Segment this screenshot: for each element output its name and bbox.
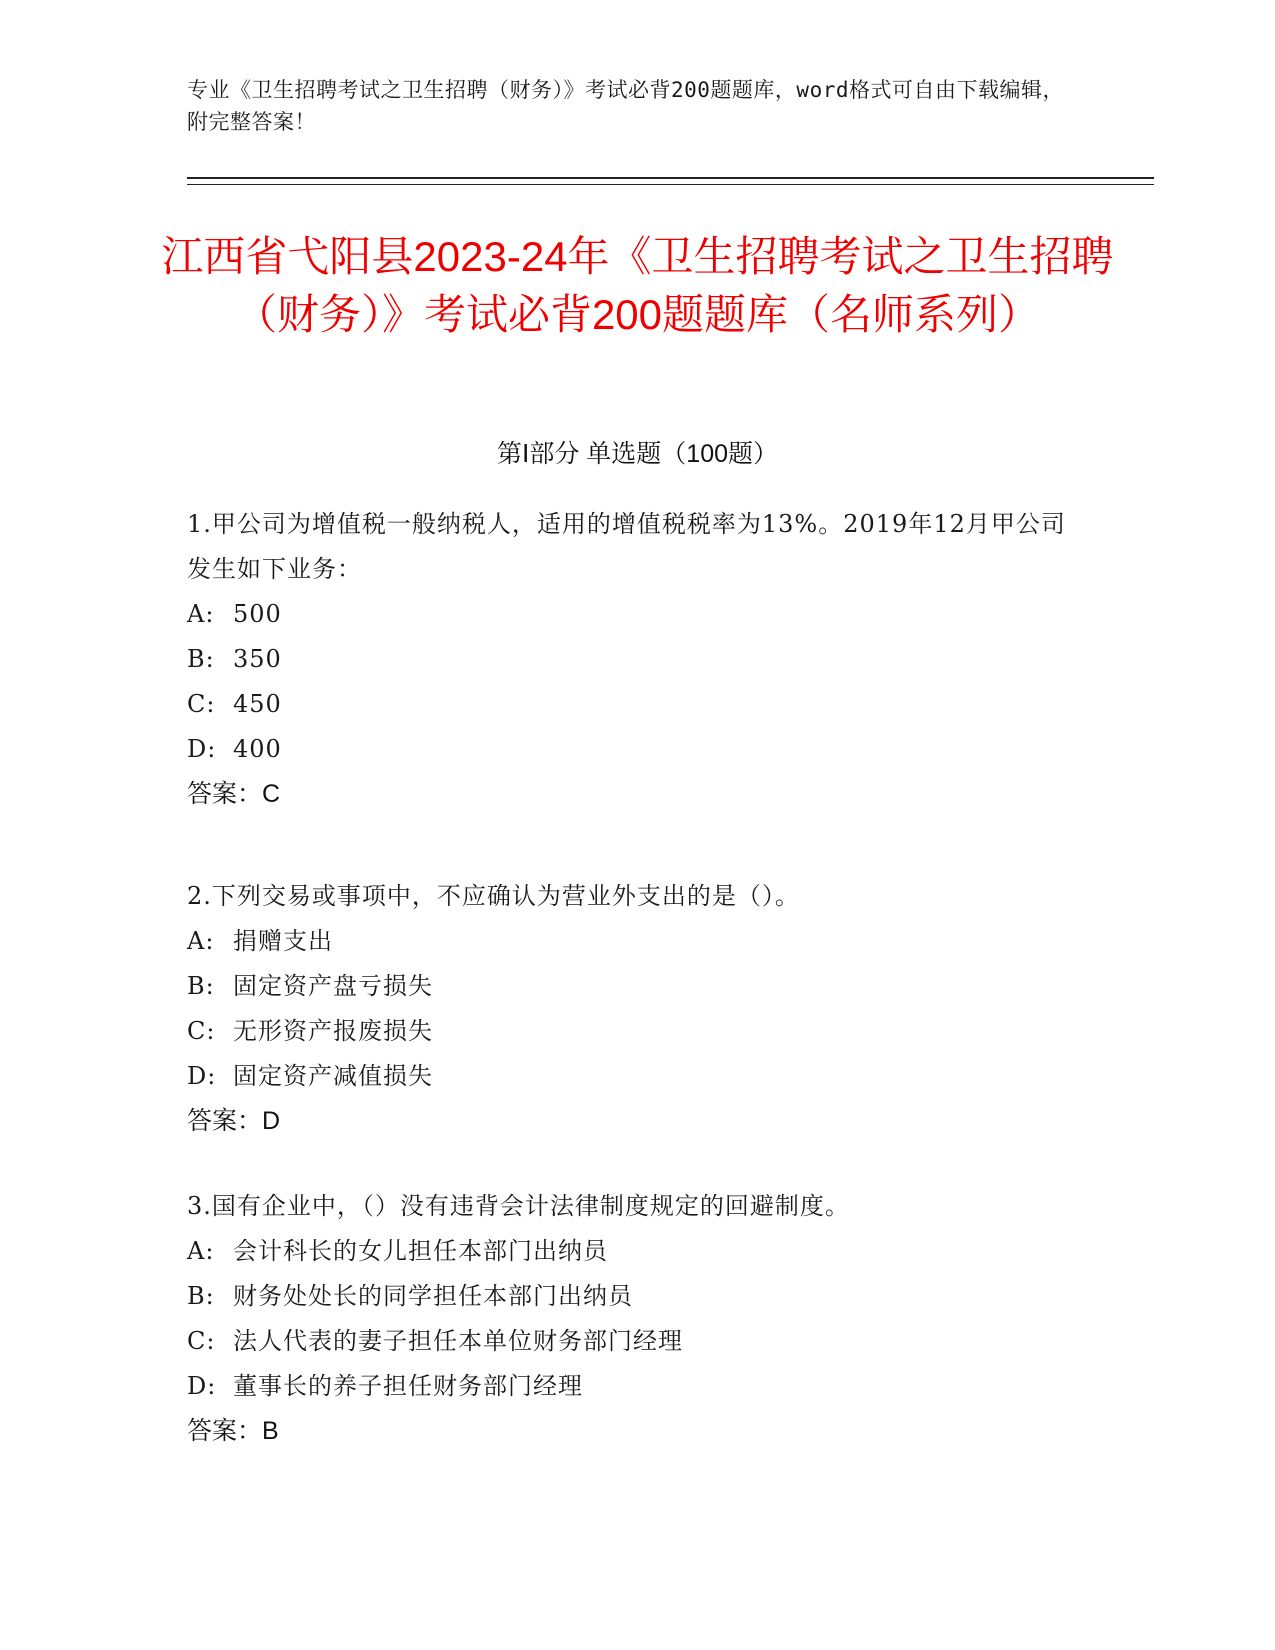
option-d [187,1364,1087,1409]
option-d [187,1054,1087,1099]
header-note: 专业《卫生招聘考试之卫生招聘（财务）》考试必背200题题库，word格式可自由下载编辑，附完整答案！ [187,78,1064,134]
option-a [187,592,1087,637]
option-a [187,1229,1087,1274]
question-3 [187,1184,1087,1454]
option-text: 捐赠支出 [233,927,333,955]
option-key: C: [187,1017,216,1045]
option-text: 500 [233,600,282,628]
header-divider-thin [187,184,1154,185]
option-key: B: [187,645,215,673]
option-b [187,964,1087,1009]
option-b [187,1274,1087,1319]
option-key: D: [187,1062,217,1090]
option-c [187,1319,1087,1364]
document-title: 江西省弋阳县2023-24年《卫生招聘考试之卫生招聘（财务）》考试必背200题题库（名师系列） [161,233,1114,338]
option-text: 董事长的养子担任财务部门经理 [233,1372,583,1400]
option-text: 财务处处长的同学担任本部门出纳员 [233,1282,633,1310]
question-stem: 3.国有企业中，（）没有违背会计法律制度规定的回避制度。 [187,1192,850,1220]
option-text: 450 [233,690,282,718]
option-c [187,1009,1087,1054]
option-text: 会计科长的女儿担任本部门出纳员 [233,1237,608,1265]
section-title: 第Ⅰ部分 单选题（100题） [496,440,779,468]
option-key: A: [187,600,215,628]
option-b [187,637,1087,682]
option-key: D: [187,1372,217,1400]
option-key: A: [187,1237,215,1265]
option-key: C: [187,1327,216,1355]
header-divider-thick [187,177,1154,179]
option-key: A: [187,927,215,955]
option-d [187,727,1087,772]
option-key: D: [187,735,217,763]
question-1 [187,502,1087,817]
option-text: 无形资产报废损失 [233,1017,433,1045]
question-stem: 2.下列交易或事项中，不应确认为营业外支出的是（）。 [187,882,800,910]
option-key: B: [187,1282,215,1310]
option-text: 固定资产减值损失 [233,1062,433,1090]
option-text: 固定资产盘亏损失 [233,972,433,1000]
question-2 [187,874,1087,1144]
option-text: 350 [233,645,282,673]
question-stem: 1.甲公司为增值税一般纳税人，适用的增值税税率为13%。2019年12月甲公司发生如下业务： [187,510,1066,583]
option-a [187,919,1087,964]
answer: 答案：C [187,780,281,808]
option-text: 法人代表的妻子担任本单位财务部门经理 [233,1327,683,1355]
answer: 答案：D [187,1107,281,1135]
option-text: 400 [233,735,282,763]
option-c [187,682,1087,727]
answer: 答案：B [187,1417,279,1445]
option-key: B: [187,972,215,1000]
option-key: C: [187,690,216,718]
